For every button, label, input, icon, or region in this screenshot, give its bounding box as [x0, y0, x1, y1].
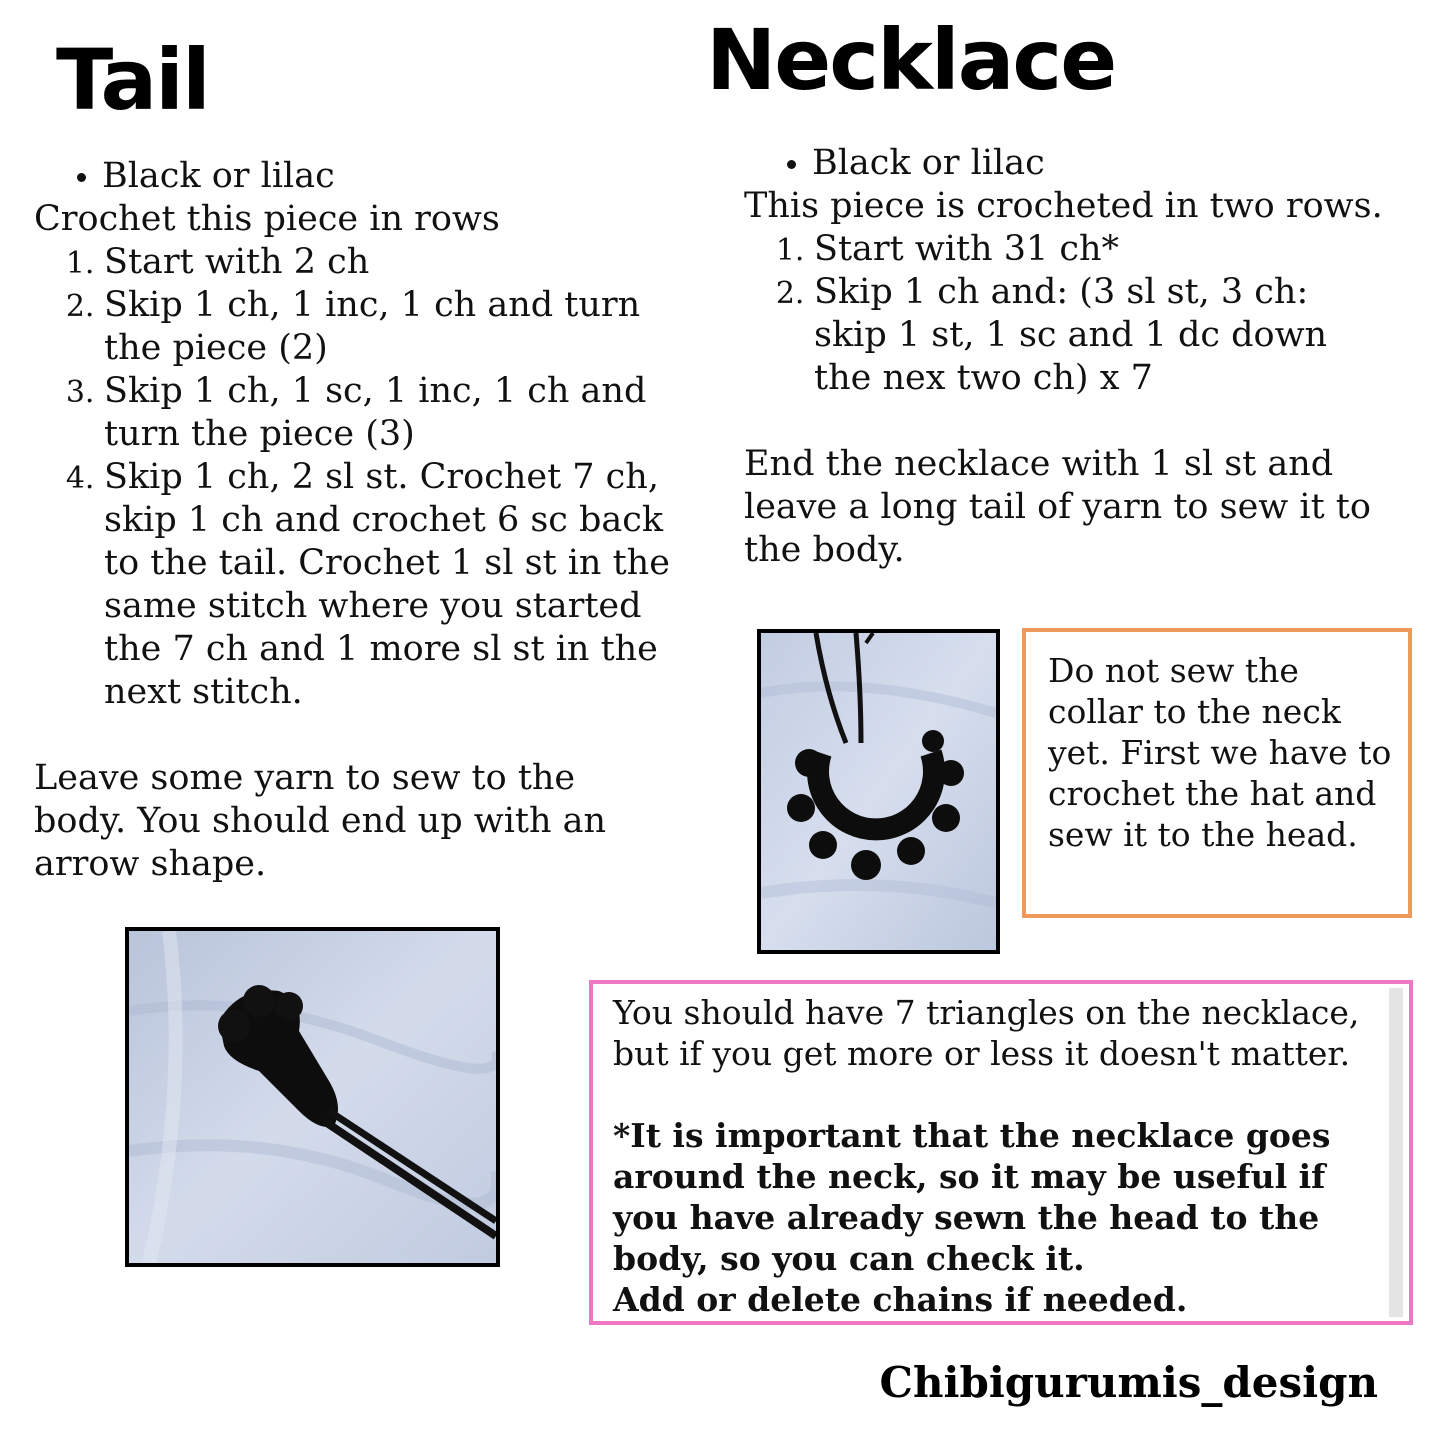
hat-reminder-text: Do not sew the collar to the neck yet. First we have to crochet the hat and sew it to the head. — [1048, 651, 1392, 854]
chains-tip-text: Add or delete chains if needed. — [613, 1280, 1188, 1319]
necklace-intro: This piece is crocheted in two rows. — [744, 186, 1383, 226]
tail-step-3: 3. Skip 1 ch, 1 sc, 1 inc, 1 ch and turn the piece (3) — [104, 370, 674, 456]
tail-photo-image — [129, 931, 496, 1263]
necklace-photo-image — [761, 633, 996, 950]
necklace-instructions — [744, 142, 1384, 572]
necklace-step-2: 2. Skip 1 ch and: (3 sl st, 3 ch: skip 1 st, 1 sc and 1 dc down the nex two ch) x 7 — [814, 271, 1384, 400]
tail-instructions — [34, 155, 674, 886]
hat-reminder-note — [1022, 628, 1412, 918]
necklace-title: Necklace — [706, 11, 1116, 109]
tail-steps — [34, 241, 674, 714]
tail-outro: Leave some yarn to sew to the body. You should end up with an arrow shape. — [34, 758, 607, 884]
tail-step-4: 4. Skip 1 ch, 2 sl st. Crochet 7 ch, skip 1 ch and crochet 6 sc back to the tail. Crochet 1 sl st in the same stitch where you started the 7 ch and 1 more sl st in the next stitch. — [104, 456, 674, 714]
scrollbar — [1389, 988, 1403, 1317]
necklace-steps — [744, 228, 1384, 400]
necklace-photo — [757, 629, 1000, 954]
tail-bullet-list — [34, 155, 674, 198]
necklace-bullet-list — [744, 142, 1384, 185]
necklace-step-1: 1. Start with 31 ch* — [814, 228, 1384, 271]
tail-title: Tail — [56, 31, 209, 129]
brand-signature: Chibigurumis_design — [879, 1358, 1378, 1407]
tail-step-1: 1. Start with 2 ch — [104, 241, 674, 284]
triangles-tip-note — [589, 980, 1413, 1325]
tail-step-2: 2. Skip 1 ch, 1 inc, 1 ch and turn the piece (2) — [104, 284, 674, 370]
tail-color-bullet: • Black or lilac — [102, 155, 674, 198]
necklace-color-bullet: • Black or lilac — [812, 142, 1384, 185]
necklace-outro: End the necklace with 1 sl st and leave a long tail of yarn to sew it to the body. — [744, 444, 1371, 570]
tail-photo — [125, 927, 500, 1267]
triangles-tip-text: You should have 7 triangles on the necklace, but if you get more or less it doesn't matter. — [613, 993, 1360, 1073]
important-tip-text: *It is important that the necklace goes around the neck, so it may be useful if you have already sewn the head to the body, so you can check it. — [613, 1116, 1331, 1278]
tail-intro: Crochet this piece in rows — [34, 199, 500, 239]
